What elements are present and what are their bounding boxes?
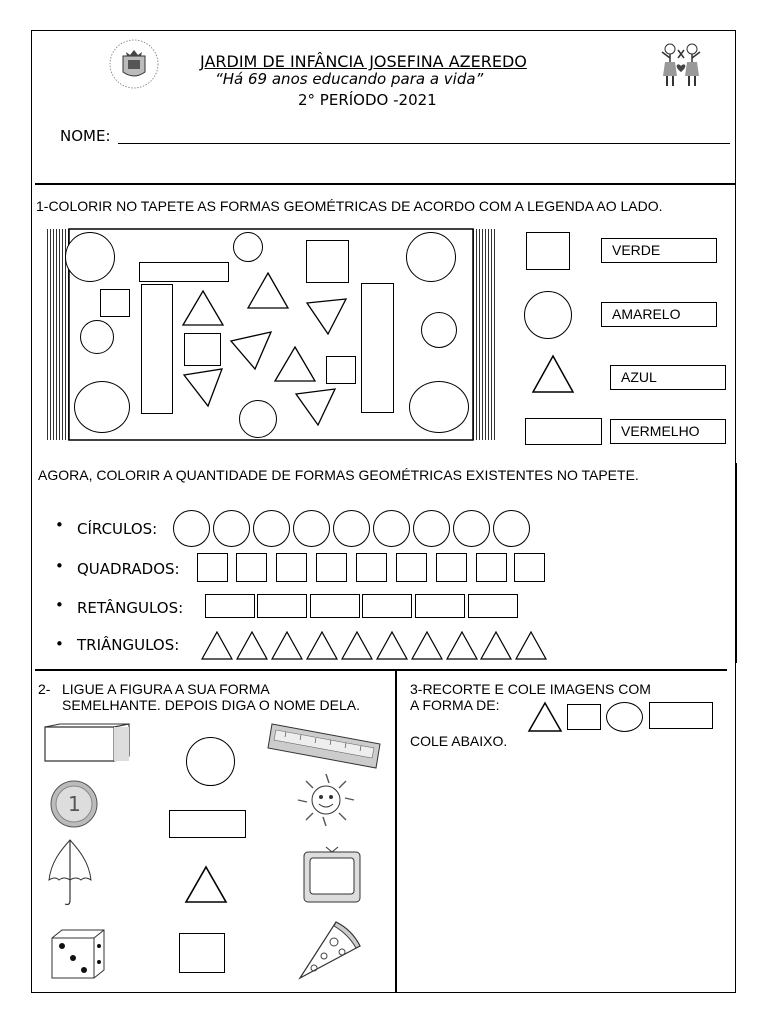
legend-triangle bbox=[532, 355, 574, 393]
bullet: • bbox=[55, 557, 64, 575]
school-name: JARDIM DE INFÂNCIA JOSEFINA AZEREDO bbox=[200, 52, 527, 71]
count-triangle[interactable] bbox=[377, 632, 407, 659]
count-rectangle[interactable] bbox=[257, 594, 307, 618]
count-triangle[interactable] bbox=[272, 632, 302, 659]
count-circle[interactable] bbox=[493, 510, 530, 547]
count-square[interactable] bbox=[436, 553, 467, 582]
count-triangle[interactable] bbox=[342, 632, 372, 659]
count-rectangle[interactable] bbox=[205, 594, 255, 618]
umbrella-icon[interactable] bbox=[47, 838, 93, 908]
count-circle[interactable] bbox=[293, 510, 330, 547]
count-triangle[interactable] bbox=[202, 632, 232, 659]
divider bbox=[35, 669, 727, 671]
rectangles-row bbox=[205, 594, 525, 620]
count-rectangle[interactable] bbox=[415, 594, 465, 618]
rug-triangle[interactable] bbox=[307, 299, 346, 334]
coin-icon[interactable] bbox=[49, 779, 99, 829]
count-square[interactable] bbox=[236, 553, 267, 582]
squares-row bbox=[197, 553, 547, 583]
legend-circle bbox=[524, 291, 572, 339]
school-logo-icon bbox=[108, 38, 160, 90]
count-triangle[interactable] bbox=[412, 632, 442, 659]
count-circle[interactable] bbox=[373, 510, 410, 547]
counting-instruction: AGORA, COLORIR A QUANTIDADE DE FORMAS GEOMÉTRICAS EXISTENTES NO TAPETE. bbox=[38, 467, 639, 483]
count-square[interactable] bbox=[316, 553, 347, 582]
match-rectangle[interactable] bbox=[169, 810, 246, 838]
children-icon bbox=[655, 40, 707, 88]
rug-triangles bbox=[46, 229, 496, 440]
exercise3-line1: 3-RECORTE E COLE IMAGENS COM bbox=[410, 681, 651, 697]
exercise2-line2: SEMELHANTE. DEPOIS DIGA O NOME DELA. bbox=[62, 697, 360, 713]
rug-triangle[interactable] bbox=[296, 389, 335, 425]
sun-icon[interactable] bbox=[296, 772, 356, 828]
match-circle[interactable] bbox=[186, 737, 235, 786]
count-triangle[interactable] bbox=[481, 632, 511, 659]
count-rectangle[interactable] bbox=[362, 594, 412, 618]
rug-triangle[interactable] bbox=[231, 332, 271, 369]
pizza-slice-icon[interactable] bbox=[290, 918, 362, 984]
triangles-row bbox=[201, 631, 551, 661]
squares-label: QUADRADOS: bbox=[77, 560, 180, 578]
count-square[interactable] bbox=[356, 553, 387, 582]
count-circle[interactable] bbox=[333, 510, 370, 547]
legend-label-verde: VERDE bbox=[601, 238, 717, 263]
exercise2-number: 2- bbox=[38, 681, 51, 697]
bullet: • bbox=[55, 596, 64, 614]
count-circle[interactable] bbox=[253, 510, 290, 547]
circles-label: CÍRCULOS: bbox=[77, 520, 158, 538]
school-motto: “Há 69 anos educando para a vida” bbox=[215, 70, 484, 88]
count-circle[interactable] bbox=[413, 510, 450, 547]
dice-icon[interactable] bbox=[48, 928, 108, 980]
legend-rectangle bbox=[525, 418, 602, 445]
legend-label-vermelho: VERMELHO bbox=[610, 419, 726, 444]
target-circle bbox=[606, 702, 643, 732]
paste-label: COLE ABAIXO. bbox=[410, 733, 508, 749]
bullet: • bbox=[55, 516, 64, 534]
bullet: • bbox=[55, 635, 64, 653]
tv-icon[interactable] bbox=[302, 845, 362, 905]
ruler-icon[interactable] bbox=[266, 722, 382, 770]
count-circle[interactable] bbox=[213, 510, 250, 547]
svg-text:1: 1 bbox=[68, 792, 81, 816]
legend-square bbox=[526, 232, 570, 270]
legend-label-amarelo: AMARELO bbox=[601, 302, 717, 327]
target-square bbox=[567, 704, 601, 730]
count-triangle[interactable] bbox=[447, 632, 477, 659]
frame-edge bbox=[736, 463, 737, 663]
count-circle[interactable] bbox=[453, 510, 490, 547]
count-circle[interactable] bbox=[173, 510, 210, 547]
triangles-label: TRIÂNGULOS: bbox=[77, 636, 180, 654]
count-rectangle[interactable] bbox=[310, 594, 360, 618]
name-input-line[interactable] bbox=[118, 143, 730, 144]
count-square[interactable] bbox=[197, 553, 228, 582]
rug-triangle[interactable] bbox=[275, 347, 315, 381]
count-square[interactable] bbox=[476, 553, 507, 582]
count-square[interactable] bbox=[276, 553, 307, 582]
divider bbox=[35, 183, 735, 185]
match-square[interactable] bbox=[179, 933, 225, 973]
exercise3-line2: A FORMA DE: bbox=[410, 697, 500, 713]
count-square[interactable] bbox=[514, 553, 545, 582]
target-rectangle bbox=[649, 702, 713, 729]
paste-area[interactable] bbox=[400, 760, 730, 988]
circles-row bbox=[173, 510, 533, 548]
count-triangle[interactable] bbox=[237, 632, 267, 659]
target-triangle bbox=[528, 702, 562, 732]
count-triangle[interactable] bbox=[516, 632, 546, 659]
count-triangle[interactable] bbox=[307, 632, 337, 659]
count-rectangle[interactable] bbox=[468, 594, 518, 618]
rug bbox=[46, 229, 496, 440]
box-icon[interactable] bbox=[44, 723, 130, 763]
match-triangle[interactable] bbox=[185, 866, 227, 903]
exercise1-instruction: 1-COLORIR NO TAPETE AS FORMAS GEOMÉTRICAS DE ACORDO COM A LEGENDA AO LADO. bbox=[36, 198, 663, 214]
name-label: NOME: bbox=[60, 127, 111, 145]
rug-triangle[interactable] bbox=[184, 369, 222, 406]
legend-label-azul: AZUL bbox=[610, 365, 726, 390]
rug-triangle[interactable] bbox=[183, 291, 223, 325]
count-square[interactable] bbox=[396, 553, 427, 582]
rug-triangle[interactable] bbox=[248, 273, 288, 308]
period-label: 2° PERÍODO -2021 bbox=[298, 91, 437, 109]
rectangles-label: RETÂNGULOS: bbox=[77, 599, 184, 617]
exercise2-line1: LIGUE A FIGURA A SUA FORMA bbox=[62, 681, 270, 697]
column-divider bbox=[395, 670, 397, 992]
